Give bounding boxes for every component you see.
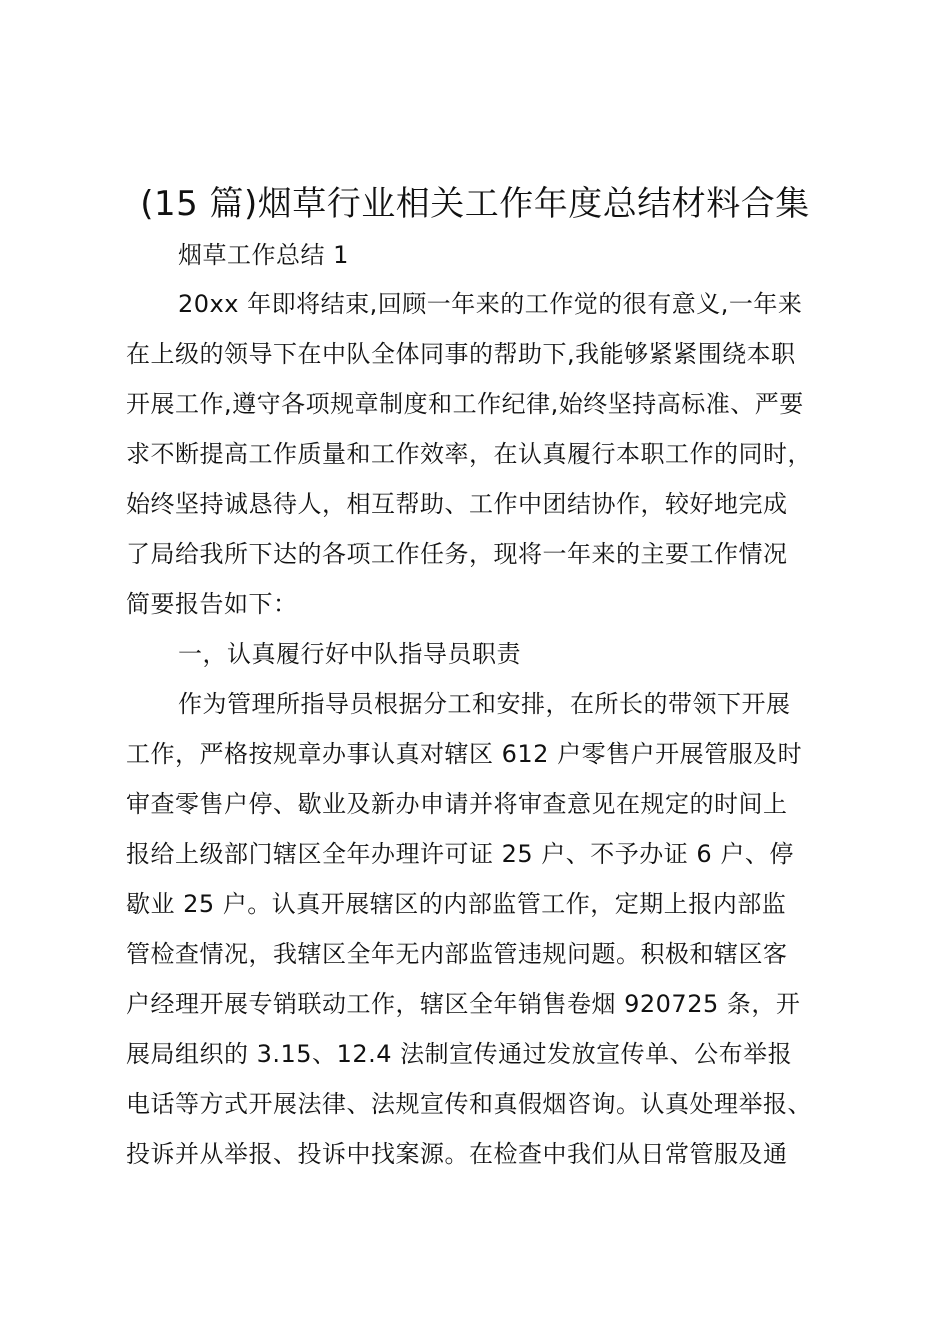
paragraph-line: 20xx 年即将结束,回顾一年来的工作觉的很有意义,一年来 (178, 290, 803, 318)
paragraph-line: 简要报告如下： (126, 590, 298, 618)
paragraph-line: 户经理开展专销联动工作，辖区全年销售卷烟 920725 条，开 (126, 990, 801, 1018)
section-heading: 烟草工作总结 1 (178, 241, 349, 269)
paragraph-line: 在上级的领导下在中队全体同事的帮助下,我能够紧紧围绕本职 (126, 340, 796, 368)
paragraph-line: 报给上级部门辖区全年办理许可证 25 户、不予办证 6 户、停 (126, 840, 794, 868)
paragraph-line: 展局组织的 3.15、12.4 法制宣传通过发放宣传单、公布举报 (126, 1040, 793, 1068)
paragraph-line: 作为管理所指导员根据分工和安排，在所长的带领下开展 (178, 690, 791, 718)
paragraph-line: 审查零售户停、歇业及新办申请并将审查意见在规定的时间上 (126, 790, 788, 818)
paragraph-line: 求不断提高工作质量和工作效率，在认真履行本职工作的同时， (126, 440, 812, 468)
subheading: 一，认真履行好中队指导员职责 (178, 640, 521, 668)
paragraph-line: 电话等方式开展法律、法规宣传和真假烟咨询。认真处理举报、 (126, 1090, 812, 1118)
paragraph-line: 始终坚持诚恳待人，相互帮助、工作中团结协作，较好地完成 (126, 490, 788, 518)
paragraph-line: 开展工作,遵守各项规章制度和工作纪律,始终坚持高标准、严要 (126, 390, 804, 418)
paragraph-line: 管检查情况，我辖区全年无内部监管违规问题。积极和辖区客 (126, 940, 788, 968)
paragraph-line: 工作，严格按规章办事认真对辖区 612 户零售户开展管服及时 (126, 740, 803, 768)
paragraph-line: 了局给我所下达的各项工作任务，现将一年来的主要工作情况 (126, 540, 788, 568)
paragraph-line: 歇业 25 户。认真开展辖区的内部监管工作，定期上报内部监 (126, 890, 787, 918)
paragraph-line: 投诉并从举报、投诉中找案源。在检查中我们从日常管服及通 (126, 1140, 788, 1168)
document-title: (15 篇)烟草行业相关工作年度总结材料合集 (140, 184, 810, 224)
